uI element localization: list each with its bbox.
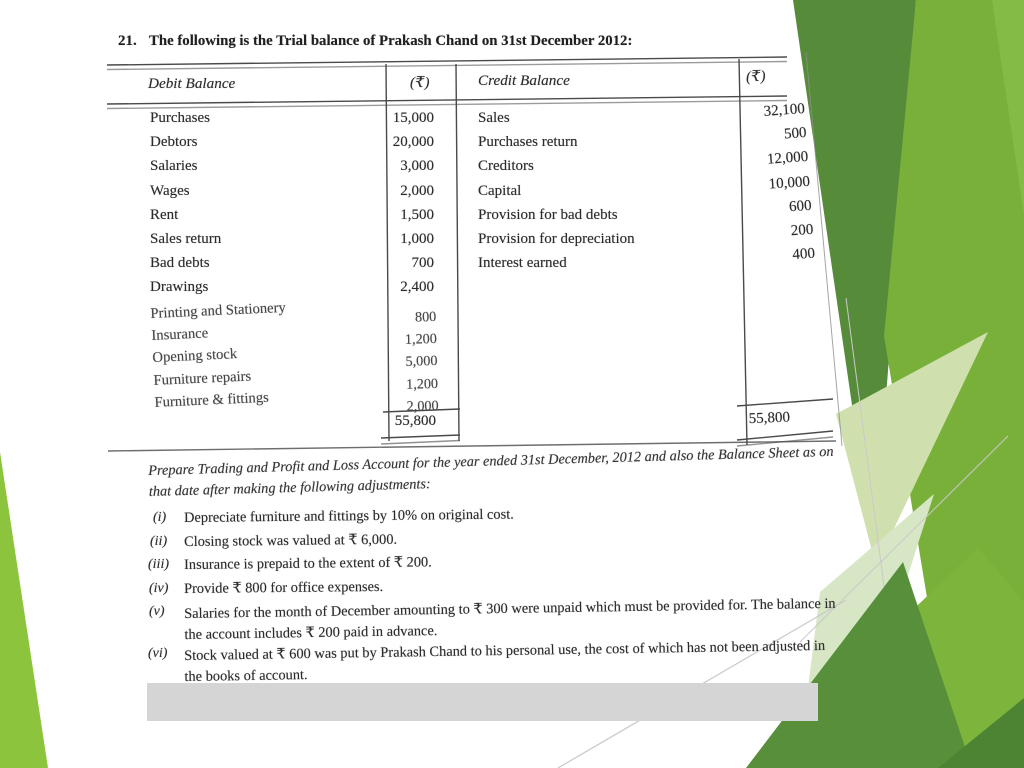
debit-row-label: Printing and Stationery: [150, 299, 287, 322]
credit-row-amount: 10,000: [768, 173, 811, 193]
adjustment-numeral: (i): [153, 510, 167, 525]
debit-row-label: Furniture repairs: [153, 368, 252, 389]
credit-row-amount: 200: [790, 221, 814, 240]
debit-row-amount: 1,000: [400, 231, 434, 248]
debit-row-label: Salaries: [150, 158, 198, 175]
adjustment-text: Closing stock was valued at ₹ 6,000.: [184, 531, 398, 550]
debit-row-label: Opening stock: [152, 346, 238, 367]
debit-labels-group1: [150, 106, 221, 300]
debit-row-label: Furniture & fittings: [154, 389, 270, 411]
debit-row-label: Rent: [150, 206, 179, 223]
credit-row-amount: 500: [783, 125, 808, 143]
credit-amounts: [704, 97, 816, 273]
credit-row-label: Interest earned: [478, 255, 567, 272]
instruction-paragraph: Prepare Trading and Profit and Loss Account for the year ended 31st December, 2012 and also the Balance Sheet as on that date after making the following adjustments:: [148, 443, 834, 500]
debit-row-amount: 15,000: [392, 110, 434, 126]
adjustment-text: Salaries for the month of December amounting to ₹ 300 were unpaid which must be provided for. The balance in the account includes ₹ 200 paid in advance.: [184, 595, 836, 643]
credit-total: 55,800: [748, 409, 791, 428]
debit-row-label: Wages: [150, 182, 190, 199]
debit-row-label: Purchases: [150, 110, 210, 126]
debit-row-label: Drawings: [150, 279, 209, 296]
debit-row-amount: 1,200: [404, 331, 438, 349]
debit-row-amount: 5,000: [405, 353, 438, 371]
debit-total: 55,800: [394, 413, 436, 429]
debit-row-amount: 1,500: [400, 206, 434, 223]
debit-column-header: Debit Balance: [148, 75, 236, 92]
adjustment-numeral: (ii): [150, 534, 168, 549]
adjustment-numeral: (iii): [148, 557, 169, 572]
credit-row-label: Capital: [478, 182, 522, 199]
problem-title: The following is the Trial balance of Prakash Chand on 31st December 2012:: [149, 33, 633, 49]
credit-row-label: Purchases return: [478, 134, 578, 151]
credit-row-label: Provision for depreciation: [478, 231, 635, 248]
debit-row-label: Debtors: [150, 134, 198, 151]
debit-row-amount: 700: [411, 255, 434, 272]
credit-row-amount: 32,100: [763, 100, 806, 120]
adjustment-numeral: (iv): [149, 581, 169, 596]
adjustment-text: Provide ₹ 800 for office expenses.: [184, 578, 384, 597]
credit-row-label: Sales: [478, 110, 510, 126]
debit-currency-header: (₹): [410, 75, 430, 91]
credit-column-header: Credit Balance: [478, 72, 570, 89]
debit-row-label: Bad debts: [150, 255, 210, 272]
debit-amounts-group1: [340, 106, 434, 300]
debit-row-label: Insurance: [151, 325, 209, 345]
adjustment-text: Insurance is prepaid to the extent of ₹ 200.: [184, 554, 432, 573]
debit-row-amount: 800: [414, 308, 437, 326]
adjustment-numeral: (v): [149, 604, 165, 619]
debit-labels-group2: [150, 297, 290, 414]
debit-row-amount: 2,000: [400, 182, 434, 199]
problem-number: 21.: [118, 33, 137, 49]
debit-row-amount: 20,000: [392, 134, 434, 151]
credit-currency-header: (₹): [745, 68, 766, 86]
debit-amounts-group2: [346, 306, 439, 419]
credit-labels: [478, 106, 635, 275]
debit-row-label: Sales return: [150, 231, 222, 248]
debit-row-amount: 2,400: [400, 279, 434, 296]
debit-row-amount: 2,000: [406, 397, 439, 415]
credit-row-amount: 400: [791, 245, 816, 264]
credit-row-label: Creditors: [478, 158, 534, 175]
credit-row-amount: 600: [788, 197, 813, 216]
debit-row-amount: 3,000: [400, 158, 434, 175]
debit-row-amount: 1,200: [405, 375, 439, 393]
adjustment-text: Depreciate furniture and fittings by 10% on original cost.: [184, 506, 514, 526]
adjustment-text: Stock valued at ₹ 600 was put by Prakash Chand to his personal use, the cost of which has not been adjusted in the books of account.: [184, 637, 826, 685]
credit-row-label: Provision for bad debts: [478, 206, 618, 223]
adjustment-numeral: (vi): [148, 646, 168, 661]
credit-row-amount: 12,000: [766, 149, 809, 169]
